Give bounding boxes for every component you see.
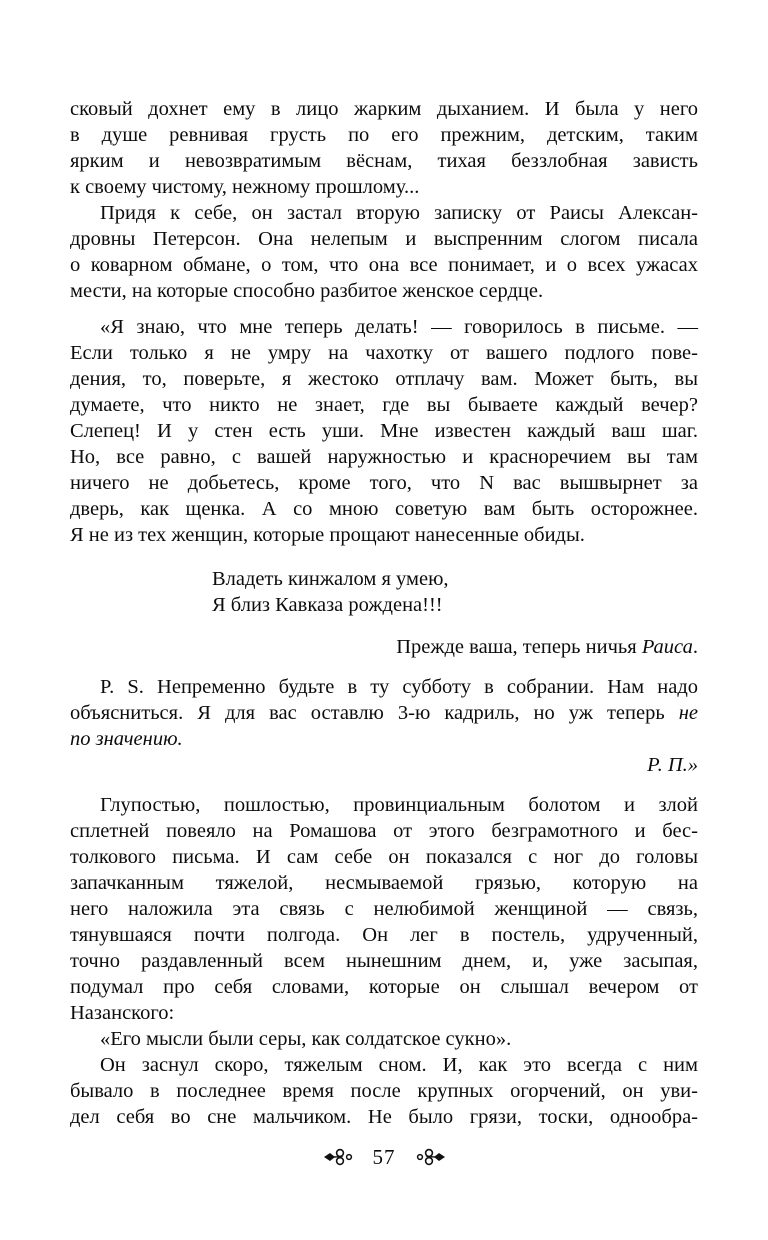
text-line: толкового письма. И сам себе он показался с ног до головы <box>70 846 698 868</box>
text-line: P. S. Непременно будьте в ту субботу в собрании. Нам надо <box>100 676 698 698</box>
text-line: Если только я не умру на чахотку от вашего подлого пове- <box>70 342 698 364</box>
text-line: дел себя во сне мальчиком. Не было грязи, тоски, однообра- <box>70 1106 698 1128</box>
text-line: «Его мысли были серы, как солдатское сукно». <box>100 1028 512 1050</box>
paragraph-second-note <box>70 200 698 304</box>
page-text <box>70 96 698 1130</box>
text-line: него наложила эта связь с нелюбимой женщиной — связь, <box>70 898 698 920</box>
paragraph-quote <box>70 1026 698 1052</box>
paragraph-letter <box>70 314 698 548</box>
text-line: дверь, как щенка. А со мною советую вам быть осторожнее. <box>70 498 698 520</box>
text-line: Я не из тех женщин, которые прощают нанесенные обиды. <box>70 524 585 546</box>
text-line: Слепец! И у стен есть уши. Мне известен каждый ваш шаг. <box>70 420 698 442</box>
text-line: дения, то, поверьте, я жестоко отплачу вам. Может быть, вы <box>70 368 698 390</box>
page-footer <box>70 1144 698 1170</box>
text-line: подумал про себя словами, которые он слышал вечером от <box>70 976 698 998</box>
text-line: Он заснул скоро, тяжелым сном. И, как это всегда с ним <box>100 1054 698 1076</box>
text-line: к своему чистому, нежному прошлому... <box>70 176 420 198</box>
text-line: о коварном обмане, о том, что она все понимает, и о всех ужасах <box>70 254 698 276</box>
text-line: сковый дохнет ему в лицо жарким дыханием. И была у него <box>70 98 698 120</box>
paragraph-postscript <box>70 674 698 752</box>
postscript-initials <box>70 752 698 778</box>
text-line: думаете, что никто не знает, где вы бываете каждый вечер? <box>70 394 698 416</box>
floral-flourish-right-icon <box>412 1147 446 1167</box>
text-line: мести, на которые способно разбитое женское сердце. <box>70 280 544 302</box>
text-line: Назанского: <box>70 1002 175 1024</box>
text-line: Придя к себе, он застал вторую записку от Раисы Алексан- <box>100 202 698 224</box>
text-line: Но, все равно, с вашей наружностью и красноречием вы там <box>70 446 698 468</box>
paragraph-dream <box>70 1052 698 1130</box>
text-line: бывало в последнее время после крупных огорчений, он уви- <box>70 1080 698 1102</box>
page-number: 57 <box>372 1145 396 1169</box>
text-line: Глупостью, пошлостью, провинциальным болотом и злой <box>100 794 698 816</box>
paragraph-continuation <box>70 96 698 200</box>
verse-couplet <box>70 566 698 618</box>
text-line: ярким и невозвратимым вёснам, тихая беззлобная зависть <box>70 150 698 172</box>
text-line: Прежде ваша, теперь ничья Раиса. <box>396 636 698 658</box>
text-line: Я близ Кавказа рождена!!! <box>212 594 443 616</box>
text-line: ничего не добьетесь, кроме того, что N вас вышвырнет за <box>70 472 698 494</box>
text-line: Владеть кинжалом я умею, <box>212 568 449 590</box>
text-line: тянувшаяся почти полгода. Он лег в постель, удрученный, <box>70 924 698 946</box>
text-line: дровны Петерсон. Она нелепым и выспренним слогом писала <box>70 228 698 250</box>
text-line: «Я знаю, что мне теперь делать! — говорилось в письме. — <box>100 316 698 338</box>
letter-signature <box>70 634 698 660</box>
text-line: точно раздавленный всем нынешним днем, и, уже засыпая, <box>70 950 698 972</box>
text-line: Р. П.» <box>647 754 698 776</box>
text-line: по значению. <box>70 728 183 750</box>
text-line: объясниться. Я для вас оставлю 3-ю кадриль, но уж теперь не <box>70 702 698 724</box>
floral-flourish-left-icon <box>323 1147 357 1167</box>
text-line: сплетней повеяло на Ромашова от этого безграмотного и бес- <box>70 820 698 842</box>
text-line: запачканным тяжелой, несмываемой грязью, которую на <box>70 872 698 894</box>
text-line: в душе ревнивая грусть по его прежним, детским, таким <box>70 124 698 146</box>
paragraph-reaction <box>70 792 698 1026</box>
